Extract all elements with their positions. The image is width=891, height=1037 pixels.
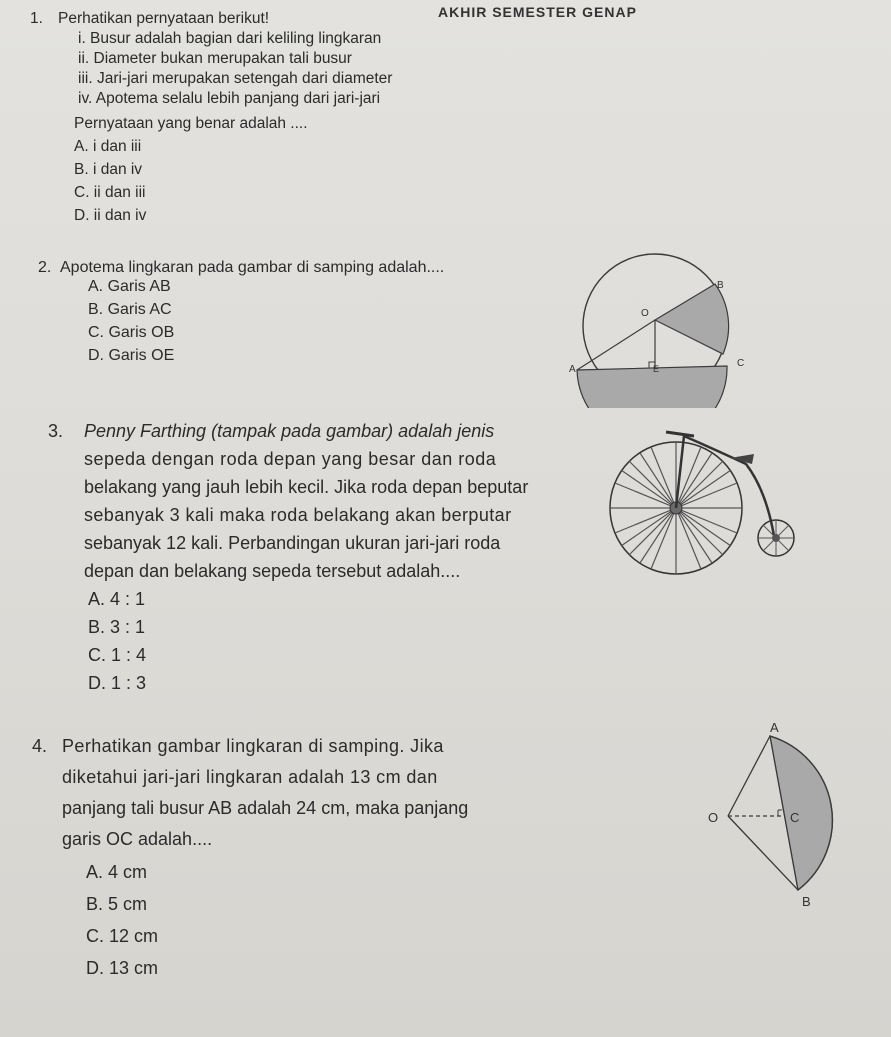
question-4-option-b[interactable]: B. 5 cm: [86, 894, 148, 914]
label-c: C: [790, 810, 800, 825]
question-3-line-3: belakang yang jauh lebih kecil. Jika roda depan beputar: [84, 477, 529, 497]
radius-oa: [728, 736, 770, 816]
question-3-option-d[interactable]: D. 1 : 3: [88, 673, 147, 693]
label-c: C: [737, 358, 745, 369]
question-4-option-a[interactable]: A. 4 cm: [86, 862, 148, 882]
statement-i: i. Busur adalah bagian dari keliling lingkaran: [78, 30, 382, 47]
question-1-number: 1.: [30, 10, 43, 27]
page-header: AKHIR SEMESTER GENAP: [438, 4, 637, 20]
question-3-line-5: sebanyak 12 kali. Perbandingan ukuran jari-jari roda: [84, 533, 501, 553]
question-3-option-b[interactable]: B. 3 : 1: [88, 617, 146, 637]
question-2-circle-figure: [555, 248, 755, 408]
label-b: B: [802, 894, 811, 909]
statement-iii: iii. Jari-jari merupakan setengah dari diameter: [78, 70, 393, 87]
question-1-option-d[interactable]: D. ii dan iv: [74, 207, 147, 224]
question-2-option-b[interactable]: B. Garis AC: [88, 301, 172, 318]
shaded-sector-obc: [655, 284, 729, 354]
label-a: A: [569, 364, 576, 375]
question-1-option-a[interactable]: A. i dan iii: [74, 138, 142, 155]
label-e: E: [653, 364, 660, 374]
question-3-line-1: Penny Farthing (tampak pada gambar) adalah jenis: [84, 421, 495, 441]
penny-farthing-icon: [606, 420, 806, 580]
question-1-option-b[interactable]: B. i dan iv: [74, 161, 143, 178]
question-2-prompt: Apotema lingkaran pada gambar di samping adalah....: [60, 259, 445, 276]
label-a: A: [770, 720, 779, 735]
label-b: B: [717, 280, 724, 291]
statement-iv: iv. Apotema selalu lebih panjang dari jari-jari: [78, 90, 381, 107]
question-3-option-a[interactable]: A. 4 : 1: [88, 589, 146, 609]
question-1-option-c[interactable]: C. ii dan iii: [74, 184, 146, 201]
shaded-segment-ab: [770, 736, 832, 890]
question-2-option-a[interactable]: A. Garis AB: [88, 278, 171, 295]
question-4-number: 4.: [32, 736, 48, 756]
question-4-line-2: diketahui jari-jari lingkaran adalah 13 cm dan: [62, 767, 438, 787]
question-1-prompt: Pernyataan yang benar adalah ....: [74, 115, 308, 132]
question-2-option-d[interactable]: D. Garis OE: [88, 347, 175, 364]
statement-ii: ii. Diameter bukan merupakan tali busur: [78, 50, 352, 67]
rear-wheel: [758, 520, 794, 556]
question-3-option-c[interactable]: C. 1 : 4: [88, 645, 147, 665]
question-4-line-4: garis OC adalah....: [62, 829, 213, 849]
label-o: O: [708, 810, 719, 825]
question-2-number: 2.: [38, 259, 52, 276]
shaded-segment-ac: [577, 366, 727, 408]
question-4-option-d[interactable]: D. 13 cm: [86, 958, 159, 978]
question-1-stem: Perhatikan pernyataan berikut!: [58, 10, 270, 27]
question-3-line-4: sebanyak 3 kali maka roda belakang akan berputar: [84, 505, 512, 525]
question-3-line-6: depan dan belakang sepeda tersebut adalah....: [84, 561, 461, 581]
question-3-number: 3.: [48, 421, 64, 441]
question-4-option-c[interactable]: C. 12 cm: [86, 926, 159, 946]
question-4-line-1: Perhatikan gambar lingkaran di samping. Jika: [62, 736, 444, 756]
question-3-line-2: sepeda dengan roda depan yang besar dan roda: [84, 449, 497, 469]
question-4-circle-figure: [690, 718, 840, 918]
label-o: O: [641, 308, 649, 319]
question-4-line-3: panjang tali busur AB adalah 24 cm, maka panjang: [62, 798, 469, 818]
question-2-option-c[interactable]: C. Garis OB: [88, 324, 175, 341]
